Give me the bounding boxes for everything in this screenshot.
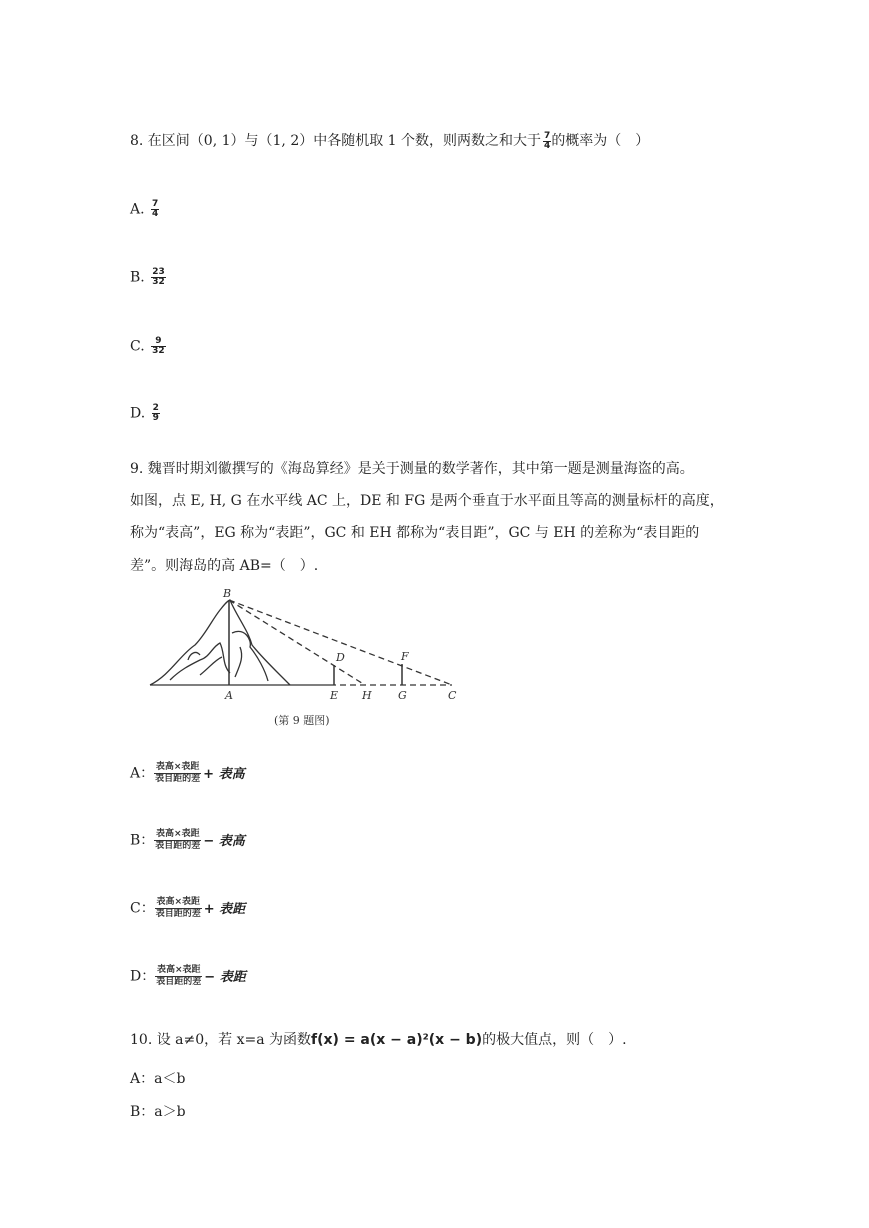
q8-option-c-fraction: $\frac{9}{32}$ [152,336,165,356]
label-E: E [330,689,339,702]
q9-option-c: C： $\frac{\text{表高×表距}}{\text{表目距的差}}$ + 表距 [130,897,246,919]
q8-option-d: D. $\frac{2}{9}$ [130,403,159,423]
island-figure [140,585,480,735]
q8-stem-fraction: $\frac{7}{4}$ [544,130,551,151]
label-G: G [398,689,407,702]
label-F: F [401,650,409,663]
q9-option-d: D： $\frac{\text{表高×表距}}{\text{表目距的差}}$ − 表距 [130,965,246,987]
q8-option-d-fraction: $\frac{2}{9}$ [152,403,159,423]
q8-option-b-fraction: $\frac{23}{32}$ [152,267,165,287]
q8-option-a: A. $\frac{7}{4}$ [130,199,159,219]
q10-option-b: B：a＞b [130,1104,186,1120]
label-D: D [336,651,345,664]
q9-stem-line-3: 称为“表高”，EG 称为“表距”，GC 和 EH 都称为“表目距”，GC 与 EH 的差称为“表目距的 [130,525,700,541]
q9-option-c-fraction: $\frac{\text{表高×表距}}{\text{表目距的差}}$ [155,897,201,919]
figure-caption: (第 9 题图) [274,714,330,727]
q9-stem-line-1: 9. 魏晋时期刘徽撰写的《海岛算经》是关于测量的数学著作，其中第一题是测量海盗的高。 [130,461,694,477]
q8-stem-text-end: 的概率为（ ） [551,133,650,149]
q9-option-b-fraction: $\frac{\text{表高×表距}}{\text{表目距的差}}$ [155,829,201,851]
q8-stem [130,130,649,151]
label-H: H [362,689,372,702]
label-A: A [225,689,233,702]
q8-stem-text: 8. 在区间（0, 1）与（1, 2）中各随机取 1 个数，则两数之和大于 [130,133,542,149]
q10-formula: f(x) = a(x − a)²(x − b) [311,1032,483,1048]
q9-option-a: A： $\frac{\text{表高×表距}}{\text{表目距的差}}$ + 表高 [130,762,245,784]
q9-stem-line-4: 差”。则海岛的高 AB=（ ）. [130,558,319,574]
q8-option-a-fraction: $\frac{7}{4}$ [152,199,159,219]
q10-stem: 10. 设 a≠0，若 x=a 为函数f(x) = a(x − a)²(x − b)的极大值点，则（ ）. [130,1032,627,1048]
label-C: C [448,689,457,702]
q8-option-c: C. $\frac{9}{32}$ [130,336,165,356]
label-B: B [223,587,232,600]
q9-option-b: B： $\frac{\text{表高×表距}}{\text{表目距的差}}$ − 表高 [130,829,245,851]
q10-option-a: A：a＜b [130,1071,186,1087]
q9-stem-line-2: 如图，点 E, H, G 在水平线 AC 上，DE 和 FG 是两个垂直于水平面且等高的测量标杆的高度， [130,493,724,509]
q9-option-d-fraction: $\frac{\text{表高×表距}}{\text{表目距的差}}$ [156,965,202,987]
q9-option-a-fraction: $\frac{\text{表高×表距}}{\text{表目距的差}}$ [155,762,201,784]
q8-option-b: B. $\frac{23}{32}$ [130,267,165,287]
